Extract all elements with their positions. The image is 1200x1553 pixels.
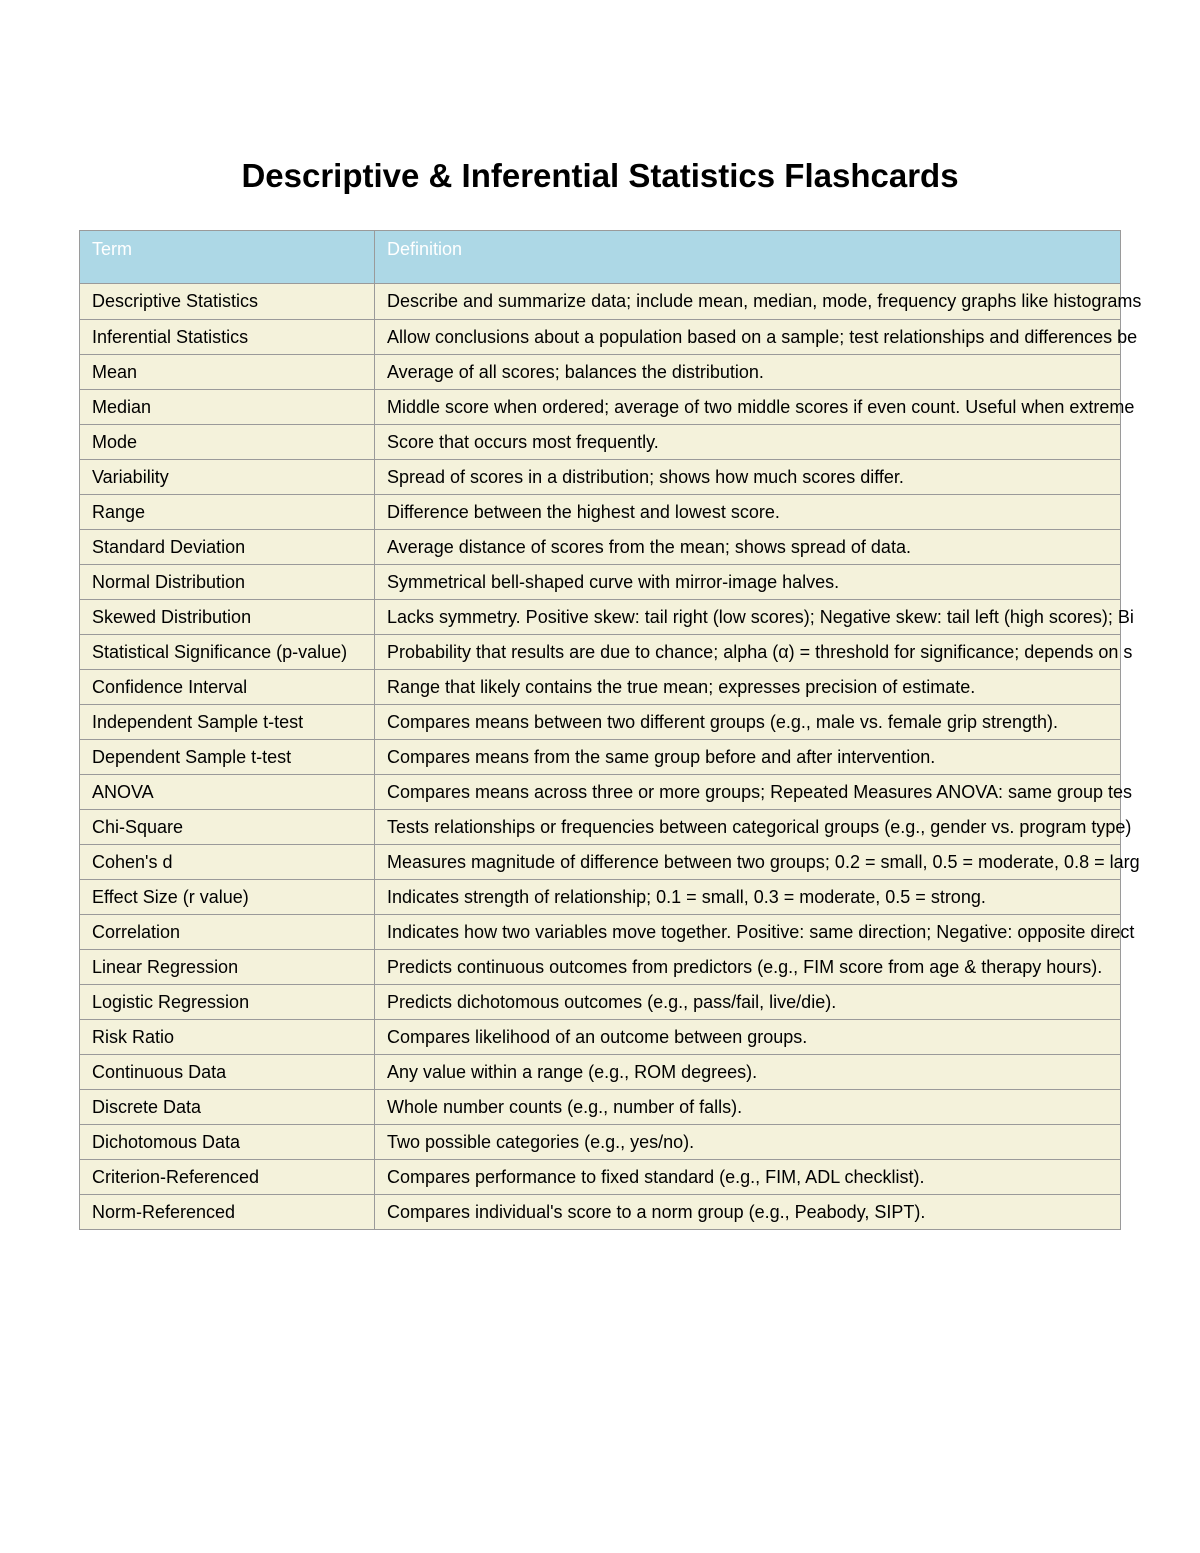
definition-cell: Indicates strength of relationship; 0.1 = small, 0.3 = moderate, 0.5 = strong. bbox=[375, 880, 1121, 915]
definition-cell: Measures magnitude of difference between two groups; 0.2 = small, 0.5 = moderate, 0.8 = larg bbox=[375, 845, 1121, 880]
definition-cell: Any value within a range (e.g., ROM degrees). bbox=[375, 1055, 1121, 1090]
table-row bbox=[80, 425, 1121, 460]
table-row bbox=[80, 845, 1121, 880]
table-row bbox=[80, 460, 1121, 495]
definition-cell: Compares likelihood of an outcome between groups. bbox=[375, 1020, 1121, 1055]
definition-cell: Compares means between two different groups (e.g., male vs. female grip strength). bbox=[375, 705, 1121, 740]
definition-cell: Lacks symmetry. Positive skew: tail right (low scores); Negative skew: tail left (high scores); Bi bbox=[375, 600, 1121, 635]
definition-cell: Score that occurs most frequently. bbox=[375, 425, 1121, 460]
table-row bbox=[80, 1160, 1121, 1195]
definition-cell: Describe and summarize data; include mean, median, mode, frequency graphs like histograms bbox=[375, 284, 1121, 320]
table-row bbox=[80, 320, 1121, 355]
page-title: Descriptive & Inferential Statistics Flashcards bbox=[241, 157, 959, 194]
term-cell: Continuous Data bbox=[80, 1055, 375, 1090]
table-body bbox=[80, 284, 1142, 1230]
definition-cell: Compares means across three or more groups; Repeated Measures ANOVA: same group tes bbox=[375, 775, 1121, 810]
table-row bbox=[80, 705, 1121, 740]
term-cell: Skewed Distribution bbox=[80, 600, 375, 635]
definition-cell: Two possible categories (e.g., yes/no). bbox=[375, 1125, 1121, 1160]
term-cell: Confidence Interval bbox=[80, 670, 375, 705]
table-header-row bbox=[80, 231, 1121, 284]
term-cell: Cohen's d bbox=[80, 845, 375, 880]
term-cell: Independent Sample t-test bbox=[80, 705, 375, 740]
term-cell: Risk Ratio bbox=[80, 1020, 375, 1055]
table-row bbox=[80, 775, 1121, 810]
table-row bbox=[80, 600, 1121, 635]
term-cell: Normal Distribution bbox=[80, 565, 375, 600]
definition-cell: Range that likely contains the true mean; expresses precision of estimate. bbox=[375, 670, 1121, 705]
table-row bbox=[80, 880, 1121, 915]
table-row bbox=[80, 355, 1121, 390]
definition-cell: Difference between the highest and lowest score. bbox=[375, 495, 1121, 530]
definition-cell: Symmetrical bell-shaped curve with mirror-image halves. bbox=[375, 565, 1121, 600]
term-cell: ANOVA bbox=[80, 775, 375, 810]
column-header-definition: Definition bbox=[375, 231, 1121, 284]
term-cell: Effect Size (r value) bbox=[80, 880, 375, 915]
term-cell: Standard Deviation bbox=[80, 530, 375, 565]
table-row bbox=[80, 1090, 1121, 1125]
term-cell: Dichotomous Data bbox=[80, 1125, 375, 1160]
term-cell: Statistical Significance (p-value) bbox=[80, 635, 375, 670]
term-cell: Chi-Square bbox=[80, 810, 375, 845]
definition-cell: Compares performance to fixed standard (e.g., FIM, ADL checklist). bbox=[375, 1160, 1121, 1195]
definition-cell: Spread of scores in a distribution; shows how much scores differ. bbox=[375, 460, 1121, 495]
term-cell: Mode bbox=[80, 425, 375, 460]
table-row bbox=[80, 495, 1121, 530]
table-row bbox=[80, 565, 1121, 600]
column-header-term: Term bbox=[80, 231, 375, 284]
table-row bbox=[80, 950, 1121, 985]
table-row bbox=[80, 670, 1121, 705]
definition-cell: Predicts continuous outcomes from predictors (e.g., FIM score from age & therapy hours). bbox=[375, 950, 1121, 985]
table-row bbox=[80, 284, 1121, 320]
definition-cell: Compares means from the same group before and after intervention. bbox=[375, 740, 1121, 775]
definition-cell: Average distance of scores from the mean; shows spread of data. bbox=[375, 530, 1121, 565]
table-row bbox=[80, 1195, 1121, 1230]
definition-cell: Middle score when ordered; average of two middle scores if even count. Useful when extreme bbox=[375, 390, 1121, 425]
table-row bbox=[80, 1020, 1121, 1055]
term-cell: Descriptive Statistics bbox=[80, 284, 375, 320]
table-row bbox=[80, 635, 1121, 670]
table-row bbox=[80, 530, 1121, 565]
term-cell: Range bbox=[80, 495, 375, 530]
table-row bbox=[80, 740, 1121, 775]
definition-cell: Indicates how two variables move together. Positive: same direction; Negative: opposite direct bbox=[375, 915, 1121, 950]
table-row bbox=[80, 1125, 1121, 1160]
definition-cell: Predicts dichotomous outcomes (e.g., pass/fail, live/die). bbox=[375, 985, 1121, 1020]
definition-cell: Probability that results are due to chance; alpha (α) = threshold for significance; depends on s bbox=[375, 635, 1121, 670]
term-cell: Dependent Sample t-test bbox=[80, 740, 375, 775]
term-cell: Median bbox=[80, 390, 375, 425]
definition-cell: Compares individual's score to a norm group (e.g., Peabody, SIPT). bbox=[375, 1195, 1121, 1230]
flashcards-table bbox=[79, 230, 1142, 1230]
table-row bbox=[80, 1055, 1121, 1090]
definition-cell: Tests relationships or frequencies between categorical groups (e.g., gender vs. program type) bbox=[375, 810, 1121, 845]
term-cell: Criterion-Referenced bbox=[80, 1160, 375, 1195]
table-row bbox=[80, 810, 1121, 845]
definition-cell: Allow conclusions about a population based on a sample; test relationships and differences be bbox=[375, 320, 1121, 355]
term-cell: Discrete Data bbox=[80, 1090, 375, 1125]
table-row bbox=[80, 390, 1121, 425]
term-cell: Linear Regression bbox=[80, 950, 375, 985]
table-row bbox=[80, 985, 1121, 1020]
flashcards-sheet bbox=[79, 230, 1200, 1240]
definition-cell: Average of all scores; balances the distribution. bbox=[375, 355, 1121, 390]
term-cell: Norm-Referenced bbox=[80, 1195, 375, 1230]
term-cell: Mean bbox=[80, 355, 375, 390]
definition-cell: Whole number counts (e.g., number of falls). bbox=[375, 1090, 1121, 1125]
term-cell: Logistic Regression bbox=[80, 985, 375, 1020]
term-cell: Variability bbox=[80, 460, 375, 495]
term-cell: Inferential Statistics bbox=[80, 320, 375, 355]
table-row bbox=[80, 915, 1121, 950]
term-cell: Correlation bbox=[80, 915, 375, 950]
